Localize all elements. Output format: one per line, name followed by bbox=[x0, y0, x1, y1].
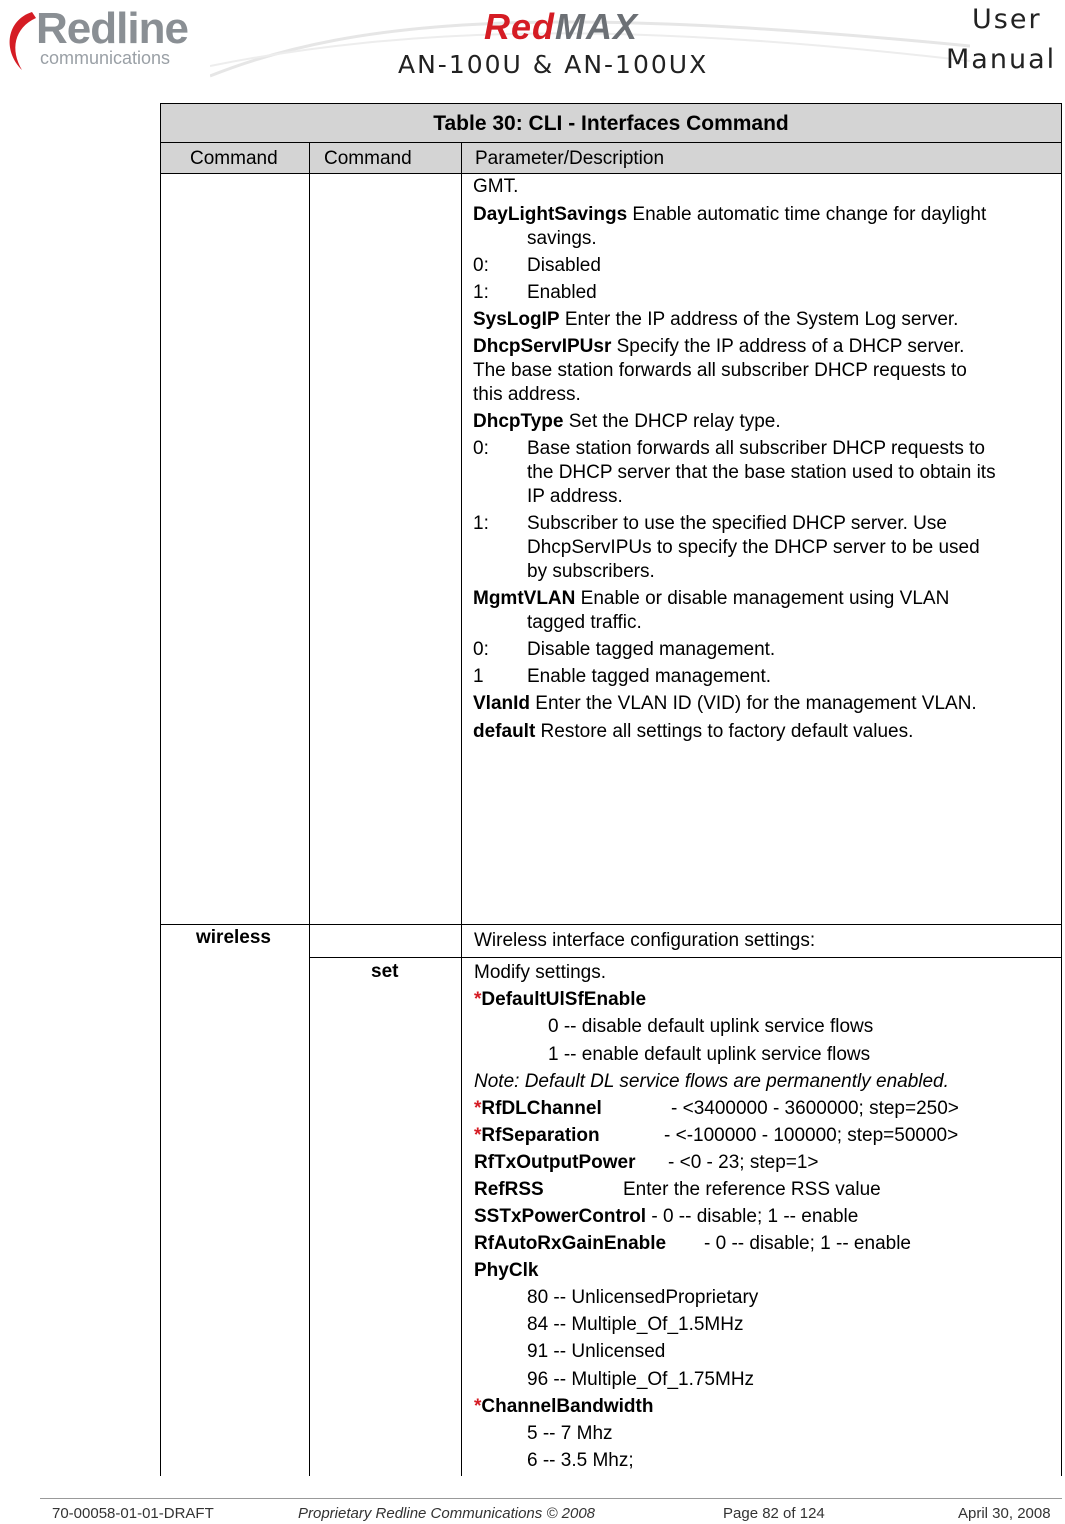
option-text: Base station forwards all subscriber DHCP requests to bbox=[527, 438, 985, 459]
param-sstxpowercontrol bbox=[474, 1205, 858, 1229]
row-divider-set bbox=[309, 957, 1062, 958]
product-model: AN-100U & AN-100UX bbox=[398, 50, 709, 79]
option-number: 0: bbox=[473, 438, 489, 459]
param-name: DefaultUlSfEnable bbox=[481, 989, 647, 1010]
column-divider-2 bbox=[461, 174, 462, 1476]
option-number: 1 bbox=[473, 666, 484, 687]
param-desc-cont: this address. bbox=[473, 384, 581, 405]
param-name: SSTxPowerControl bbox=[474, 1206, 647, 1227]
param-vlanid bbox=[473, 692, 977, 716]
param-name: ChannelBandwidth bbox=[481, 1396, 654, 1417]
param-rfdlchannel bbox=[474, 1097, 602, 1121]
param-rftxoutputpower: RfTxOutputPower bbox=[474, 1152, 636, 1173]
param-phyclk: PhyClk bbox=[474, 1260, 539, 1281]
option-text: Disabled bbox=[527, 255, 601, 276]
table-right-border bbox=[1061, 174, 1062, 1476]
param-name: DhcpType bbox=[473, 411, 564, 432]
logo-subtext: communications bbox=[40, 48, 171, 68]
column-header-command-1: Command bbox=[190, 148, 278, 169]
param-name: RfDLChannel bbox=[481, 1098, 602, 1119]
param-name: SysLogIP bbox=[473, 309, 560, 330]
wireless-description: Wireless interface configuration settings: bbox=[474, 930, 816, 951]
command-set: set bbox=[371, 961, 399, 982]
option-number: 0: bbox=[473, 639, 489, 660]
brand-max: MAX bbox=[555, 6, 639, 47]
footer-date: April 30, 2008 bbox=[958, 1505, 1051, 1522]
param-syslogip bbox=[473, 308, 958, 332]
table-title: Table 30: CLI - Interfaces Command bbox=[160, 103, 1062, 143]
option-text: Enabled bbox=[527, 282, 597, 303]
option-text: 1 -- enable default uplink service flows bbox=[548, 1044, 871, 1065]
option-text: 84 -- Multiple_Of_1.5MHz bbox=[527, 1314, 744, 1335]
redmax-brand bbox=[484, 6, 638, 48]
command-wireless: wireless bbox=[196, 927, 271, 948]
required-marker: * bbox=[474, 1396, 482, 1417]
set-description: Modify settings. bbox=[474, 962, 606, 983]
option-text: Disable tagged management. bbox=[527, 639, 776, 660]
option-text: by subscribers. bbox=[527, 561, 655, 582]
table-header-row bbox=[160, 143, 1062, 174]
option-text: IP address. bbox=[527, 486, 623, 507]
logo-text: Redline bbox=[36, 4, 188, 53]
required-marker: * bbox=[474, 989, 482, 1010]
param-name: RfSeparation bbox=[481, 1125, 600, 1146]
param-channelbandwidth bbox=[474, 1395, 653, 1419]
option-text: 91 -- Unlicensed bbox=[527, 1341, 666, 1362]
footer-copyright: Proprietary Redline Communications © 2008 bbox=[298, 1505, 596, 1522]
param-desc: Enable automatic time change for daylight bbox=[627, 204, 987, 225]
required-marker: * bbox=[474, 1125, 482, 1146]
param-name: VlanId bbox=[473, 693, 531, 714]
param-desc: Set the DHCP relay type. bbox=[563, 411, 781, 432]
note-text: Note: Default DL service flows are permanently enabled. bbox=[474, 1071, 949, 1092]
param-rfautorxgainenable: RfAutoRxGainEnable bbox=[474, 1233, 667, 1254]
option-text: DhcpServIPUs to specify the DHCP server to be used bbox=[527, 537, 980, 558]
redline-logo bbox=[2, 4, 212, 74]
column-header-command-2: Command bbox=[324, 148, 412, 169]
option-text: 80 -- UnlicensedProprietary bbox=[527, 1287, 759, 1308]
option-text: the DHCP server that the base station used to obtain its bbox=[527, 462, 996, 483]
param-refrss: RefRSS bbox=[474, 1179, 544, 1200]
gmt-text: GMT. bbox=[473, 176, 519, 197]
row-divider-wireless bbox=[160, 924, 1062, 925]
option-number: 0: bbox=[473, 255, 489, 276]
param-desc: - 0 -- disable; 1 -- enable bbox=[704, 1233, 911, 1254]
param-name: MgmtVLAN bbox=[473, 588, 576, 609]
param-mgmtvlan bbox=[473, 587, 949, 611]
param-desc-cont: The base station forwards all subscriber DHCP requests to bbox=[473, 360, 967, 381]
option-number: 1: bbox=[473, 282, 489, 303]
param-desc: Enable or disable management using VLAN bbox=[575, 588, 950, 609]
doc-type-line2: Manual bbox=[946, 44, 1057, 75]
param-dhcptype bbox=[473, 410, 781, 434]
param-desc: Specify the IP address of a DHCP server. bbox=[611, 336, 965, 357]
param-defaultulsfenable bbox=[474, 988, 646, 1012]
option-text: 6 -- 3.5 Mhz; bbox=[527, 1450, 634, 1471]
footer-page-number: Page 82 of 124 bbox=[723, 1505, 825, 1522]
param-daylightsavings bbox=[473, 203, 986, 227]
option-text: 5 -- 7 Mhz bbox=[527, 1423, 613, 1444]
param-desc-cont: tagged traffic. bbox=[527, 612, 642, 633]
param-name: DhcpServIPUsr bbox=[473, 336, 612, 357]
param-range: - <-100000 - 100000; step=50000> bbox=[664, 1125, 959, 1146]
column-divider-1 bbox=[309, 174, 310, 1476]
option-text: 96 -- Multiple_Of_1.75MHz bbox=[527, 1369, 755, 1390]
param-desc: Enter the VLAN ID (VID) for the management VLAN. bbox=[530, 693, 977, 714]
brand-red: Red bbox=[484, 6, 556, 47]
option-text: Enable tagged management. bbox=[527, 666, 772, 687]
param-desc: - 0 -- disable; 1 -- enable bbox=[646, 1206, 859, 1227]
param-name: default bbox=[473, 721, 536, 742]
footer-doc-id: 70-00058-01-01-DRAFT bbox=[52, 1505, 214, 1522]
column-header-description: Parameter/Description bbox=[475, 148, 665, 169]
param-desc: Restore all settings to factory default values. bbox=[535, 721, 914, 742]
param-range: - <0 - 23; step=1> bbox=[668, 1152, 819, 1173]
param-desc: Enter the IP address of the System Log server. bbox=[559, 309, 959, 330]
table-left-border bbox=[160, 174, 161, 1476]
param-name: DayLightSavings bbox=[473, 204, 628, 225]
required-marker: * bbox=[474, 1098, 482, 1119]
option-text: 0 -- disable default uplink service flows bbox=[548, 1016, 874, 1037]
footer-rule bbox=[40, 1498, 1062, 1499]
option-text: Subscriber to use the specified DHCP server. Use bbox=[527, 513, 947, 534]
param-desc-cont: savings. bbox=[527, 228, 597, 249]
doc-type-line1: User bbox=[972, 4, 1042, 35]
param-desc: Enter the reference RSS value bbox=[623, 1179, 881, 1200]
param-dhcpservipusr bbox=[473, 335, 964, 359]
param-rfseparation bbox=[474, 1124, 600, 1148]
param-range: - <3400000 - 3600000; step=250> bbox=[671, 1098, 959, 1119]
option-number: 1: bbox=[473, 513, 489, 534]
param-default bbox=[473, 720, 913, 744]
